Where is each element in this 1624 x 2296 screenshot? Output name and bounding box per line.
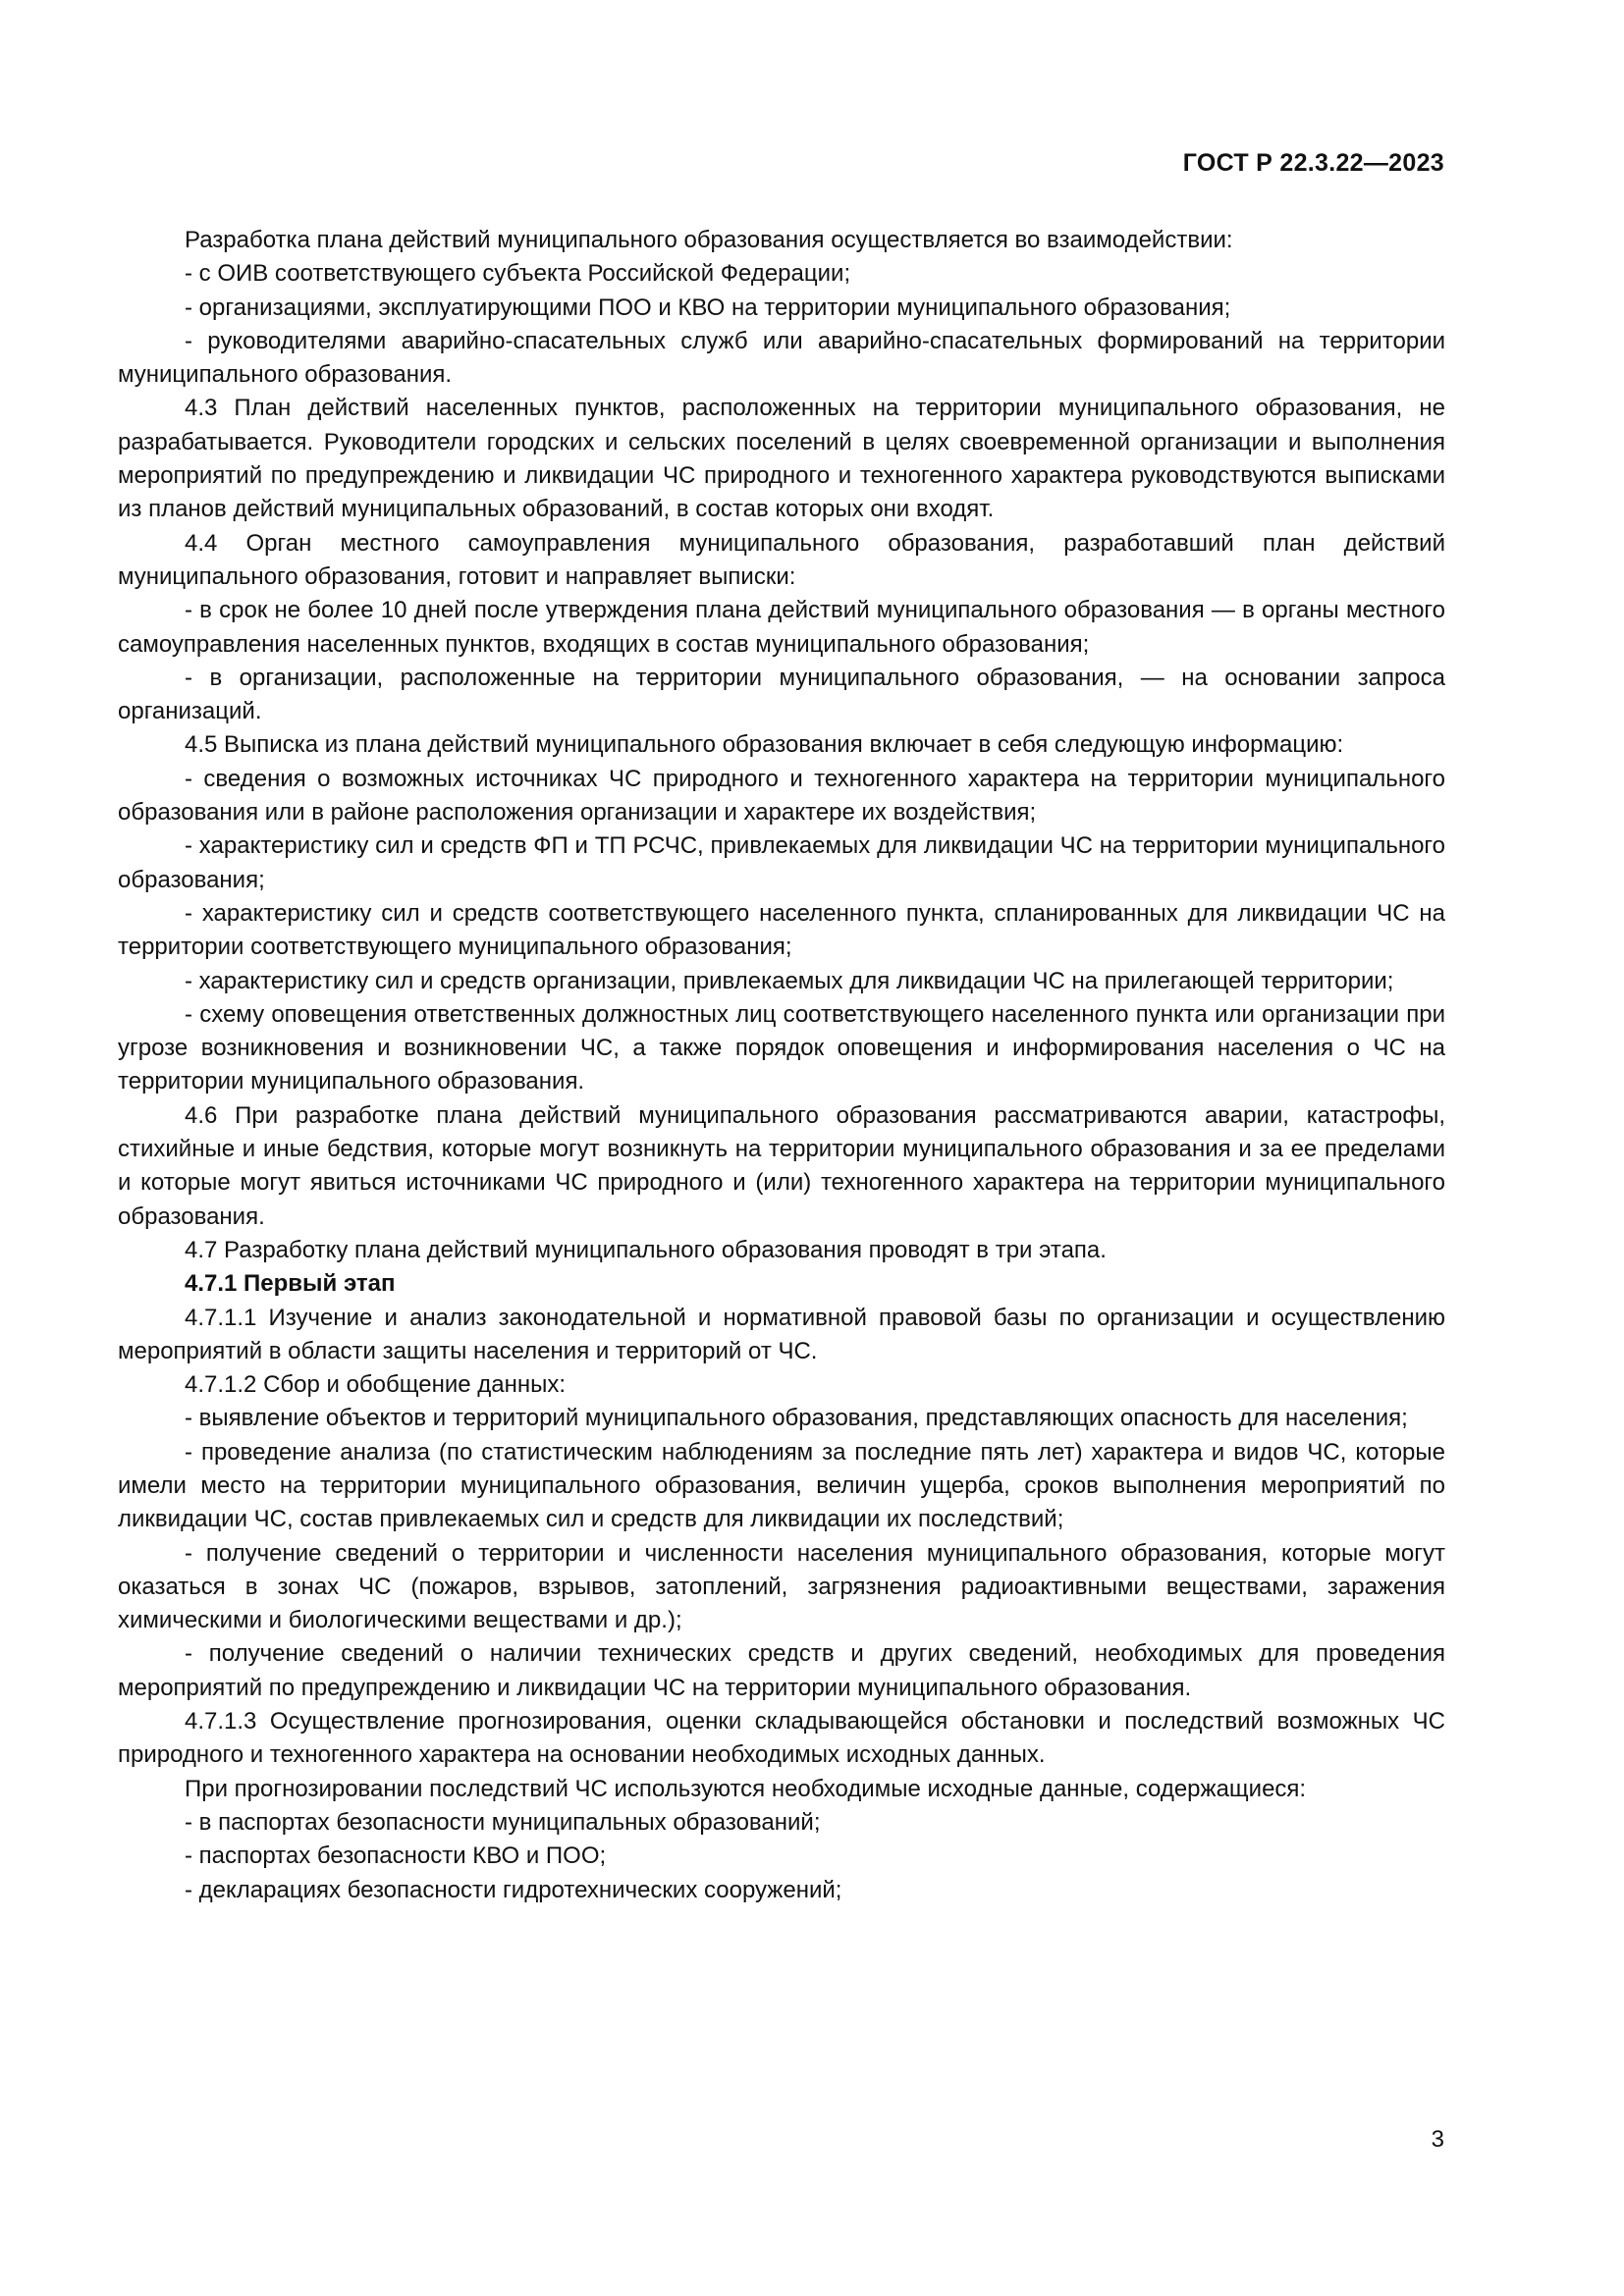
paragraph: - проведение анализа (по статистическим наблюдениям за последние пять лет) характера и видов ЧС, которые имели место на территории муниципального образования, величин ущерба, сроков выполнения мероприятий по ликвидации ЧС, состав привлекаемых сил и средств для ликвидации их последствий; — [118, 1438, 1445, 1533]
paragraph: 4.7.1.3 Осуществление прогнозирования, оценки складывающейся обстановки и последствий возможных ЧС природного и техногенного характера на основании необходимых исходных данных. — [118, 1708, 1445, 1769]
paragraph: 4.7.1.2 Сбор и обобщение данных: — [185, 1371, 567, 1399]
paragraph: При прогнозировании последствий ЧС используются необходимые исходные данные, содержащиеся: — [185, 1775, 1307, 1802]
paragraph: 4.7 Разработку плана действий муниципального образования проводят в три этапа. — [185, 1236, 1107, 1263]
paragraph: - схему оповещения ответственных должностных лиц соответствующего населенного пункта или организации при угрозе возникновения и возникновении ЧС, а также порядок оповещения и информирования населения о ЧС на территории муниципального образования. — [118, 1000, 1445, 1095]
paragraph: 4.7.1.1 Изучение и анализ законодательной и нормативной правовой базы по организации и осуществлению мероприятий в области защиты населения и территорий от ЧС. — [118, 1304, 1445, 1364]
paragraph: - сведения о возможных источниках ЧС природного и техногенного характера на территории муниципального образования или в районе расположения организации и характере их воздействия; — [118, 765, 1445, 827]
paragraph: - в паспортах безопасности муниципальных образований; — [185, 1808, 821, 1836]
paragraph: - в срок не более 10 дней после утверждения плана действий муниципального образования — в органы местного самоуправления населенных пунктов, входящих в состав муниципального образования; — [118, 597, 1445, 658]
paragraph: - характеристику сил и средств соответствующего населенного пункта, спланированных для ликвидации ЧС на территории соответствующего муниципального образования; — [118, 899, 1445, 961]
document-body — [118, 224, 1445, 1907]
document-header: ГОСТ Р 22.3.22—2023 — [1182, 149, 1444, 177]
paragraph: 4.5 Выписка из плана действий муниципального образования включает в себя следующую информацию: — [185, 731, 1344, 759]
paragraph: - характеристику сил и средств ФП и ТП РСЧС, привлекаемых для ликвидации ЧС на территории муниципального образования; — [118, 832, 1445, 893]
paragraph: Разработка плана действий муниципального образования осуществляется во взаимодействии: — [185, 227, 1233, 253]
paragraph: - с ОИВ соответствующего субъекта Российской Федерации; — [185, 260, 851, 288]
paragraph: - декларациях безопасности гидротехнических сооружений; — [185, 1876, 842, 1903]
paragraph: - руководителями аварийно-спасательных служб или аварийно-спасательных формирований на территории муниципального образования. — [118, 327, 1445, 389]
paragraph: 4.3 План действий населенных пунктов, расположенных на территории муниципального образования, не разрабатывается. Руководители городских и сельских поселений в целях своевременной организации и выполнения мероприятий по предупреждению и ликвидации ЧС природного и техногенного характера руководствуются выписками из планов действий муниципальных образований, в состав которых они входят. — [118, 395, 1445, 523]
paragraph: - паспортах безопасности КВО и ПОО; — [185, 1842, 607, 1870]
paragraph: - выявление объектов и территорий муниципального образования, представляющих опасность для населения; — [185, 1405, 1408, 1432]
page-number: 3 — [1431, 2126, 1444, 2153]
paragraph: 4.6 При разработке плана действий муниципального образования рассматриваются аварии, катастрофы, стихийные и иные бедствия, которые могут возникнуть на территории муниципального образования и за ее пределами и которые могут явиться источниками ЧС природного и (или) техногенного характера на территории муниципального образования. — [118, 1101, 1445, 1230]
paragraph: - в организации, расположенные на территории муниципального образования, — на основании запроса организаций. — [118, 664, 1445, 725]
section-heading: 4.7.1 Первый этап — [185, 1270, 396, 1298]
paragraph: - получение сведений о территории и численности населения муниципального образования, которые могут оказаться в зонах ЧС (пожаров, взрывов, затоплений, загрязнения радиоактивными веществами, заражения химическими и биологическими веществами и др.); — [118, 1539, 1445, 1634]
paragraph: - получение сведений о наличии технических средств и других сведений, необходимых для проведения мероприятий по предупреждению и ликвидации ЧС на территории муниципального образования. — [118, 1640, 1445, 1701]
paragraph: - организациями, эксплуатирующими ПОО и КВО на территории муниципального образования; — [185, 294, 1231, 321]
paragraph: - характеристику сил и средств организации, привлекаемых для ликвидации ЧС на прилегающей территории; — [185, 967, 1394, 994]
paragraph: 4.4 Орган местного самоуправления муниципального образования, разработавший план действий муниципального образования, готовит и направляет выписки: — [118, 529, 1445, 590]
